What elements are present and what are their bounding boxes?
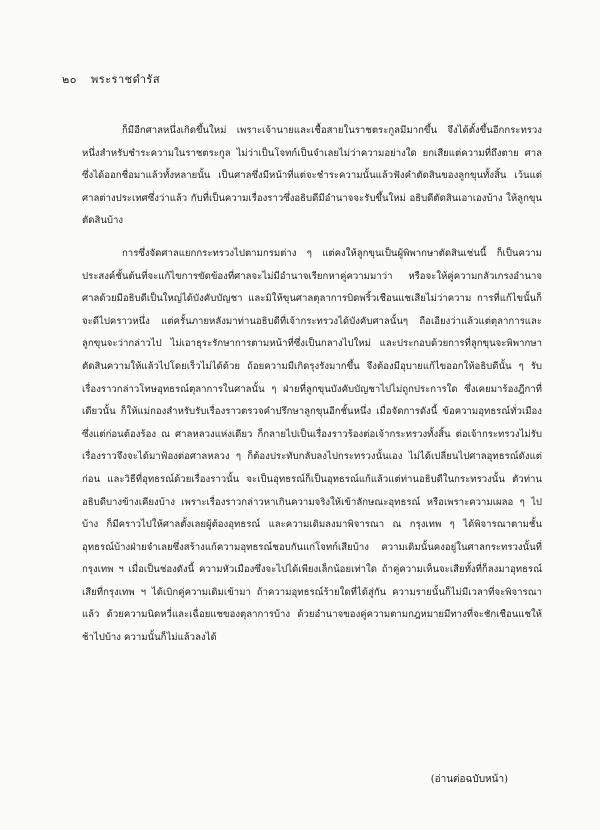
paragraph: การซึ่งจัดศาลแยกกระทรวงไปตามกรมต่าง ๆ แต่คงให้ลูกขุนเป็นผู้พิพากษาตัดสินเช่นนี้ ก็เป็นความประสงค์ชั้นต้นที่จะแก้ไขการขัดข้องที่ศาลจะไม่มีอำนาจเรียกหาคู่ความมาว่า หรือจะให้คู่ความกลัวเกรงอำนาจศาลด้วยมีอธิบดีเป็นใหญ่ได้บังคับบัญชา และมิให้ขุนศาลตุลาการบิดพริ้วเชือนแชเสียไม่ว่าความ การที่แก้ไขนั้นก็จะดีไปคราวหนึ่ง แต่ครั้นภายหลังมาท่านอธิบดีที่เจ้ากระทรวงได้บังคับศาลนั้นๆ ถือเอียงว่าแล้วแต่ตุลาการและลูกขุนจะว่ากล่าวไป ไม่เอาธุระรักษาการตามหน้าที่ซึ่งเป็นกลางไปใหม่ และประกอบด้วยการที่ลูกขุนจะพิพากษาตัดสินความให้แล้วไปโดยเร็วไม่ได้ด้วย ถ้อยความมีเกิดรุงรังมากขึ้น จึงต้องมีอุบายแก้ไขออกให้อธิบดีนั้น ๆ รับเรื่องราวกล่าวโทษอุทธรณ์ตุลาการในศาลนั้น ๆ ฝ่ายที่ลูกขุนบังคับบัญชาไปไม่ถูกประการใด ซึ่งเคยมาร้องฎีกาที่เดียวนั้น ก็ให้แม่กองสำหรับรับเรื่องราวตรวจคำปรึกษาลูกขุนอีกชั้นหนึ่ง เมื่อจัดการดังนี้ ข้อความอุทธรณ์ทั่วเมืองซึ่งแต่ก่อนต้องร้อง ณ ศาลหลวงแห่งเดียว ก็กลายไปเป็นเรื่องราวร้องต่อเจ้ากระทรวงทั้งสิ้น ต่อเจ้ากระทรวงไม่รับเรื่องราวจึงจะได้มาฟ้องต่อศาลหลวง ๆ ก็ต้องประทับกลับลงไปกระทรวงนั้นเอง ไม่ได้เปลี่ยนไปศาลอุทธรณ์ดังแต่ก่อน และวิธีที่อุทธรณ์ด้วยเรื่องราวนั้น จะเป็นอุทธรณ์ก็เป็นอุทธรณ์แก้แล้วแต่ท่านอธิบดีในกระทรวงนั้น ตัวท่านอธิบดีบางข้างเคียงบ้าง เพราะเรื่องราวกล่าวหาเกินความจริงให้เข้าลักษณะอุทธรณ์ หรือเพราะความเผลอ ๆ ไปบ้าง ก็มีคราวไปให้ศาลตั้งเลยผู้ต้องอุทธรณ์ และความเดิมลงมาพิจารณา ณ กรุงเทพ ๆ ได้พิจารณาตามชั้นอุทธรณ์บ้างฝ่ายจำเลยซึ่งสร้างแก้ความอุทธรณ์ชอบกันแก่โจทก์เสียบ้าง ความเดิมนั้นคงอยู่ในศาลกระทรวงนั้นที่กรุงเทพ ฯ เมื่อเป็นช่องดังนี้ ความหัวเมืองซึ่งจะไปได้เพียงเล็กน้อยเท่าใด ถ้าคู่ความเห็นจะเสียทั้งที่ก็ลงมาอุทธรณ์เสียที่กรุงเทพ ฯ ได้เบิกคู่ความเดิมเข้ามา ถ้าความอุทธรณ์ร้ายใดที่ได้สู่กัน ความรายนั้นก็ไม่มีเวลาที่จะพิจารณาแล้ว ด้วยความนิดหวี่และเฉื่อยแชของตุลาการบ้าง ด้วยอำนาจของคู่ความตามกฎหมายมีทางที่จะชักเชือนแชให้ช้าไปบ้าง ความนั้นก็ไม่แล้วลงได้ [82,247,542,644]
page-header [62,70,160,88]
body-text [82,120,542,660]
paragraph: ก็มีอีกศาลหนึ่งเกิดขึ้นใหม่ เพราะเจ้านายและเชื้อสายในราชตระกูลมีมากขึ้น จึงได้ตั้งขึ้นอีกกระทรวงหนึ่งสำหรับชำระความในราชตระกูล ไม่ว่าเป็นโจทก์เป็นจำเลยไม่ว่าความอย่างใด ยกเสียแต่ความที่ถึงตาย ศาลซึ่งได้ออกชื่อมาแล้วทั้งหลายนั้น เป็นศาลซึ่งมีหน้าที่แต่จะชำระความนั้นแล้วฟังคำตัดสินของลูกขุนทั้งสิ้น เว้นแต่ศาลต่างประเทศซึ่งว่าแล้ว กับที่เป็นความเรื่องราวซึ่งอธิบดีมีอำนาจจะรับขึ้นใหม่ อธิบดีตัดสินเอาเองบ้าง ให้ลูกขุนตัดสินบ้าง [82,125,542,227]
page-number: ๒๐ [62,73,77,86]
continued-note: (อ่านต่อฉบับหน้า) [430,774,508,785]
running-title: พระราชดำรัส [90,73,161,86]
